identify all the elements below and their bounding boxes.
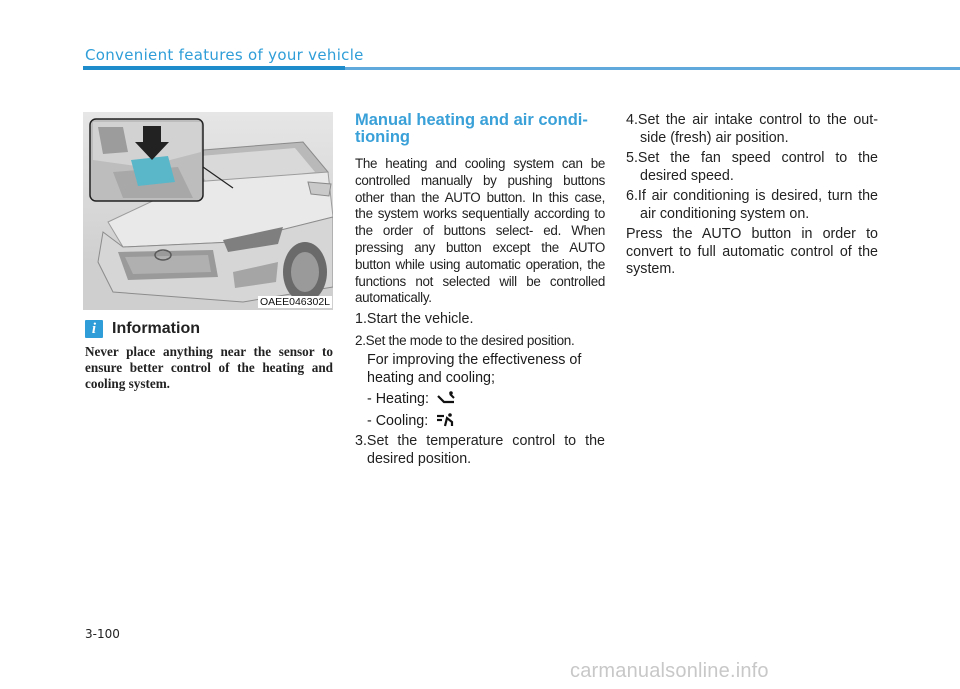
car-illustration: [83, 112, 333, 310]
face-vent-icon: [435, 412, 455, 428]
floor-vent-icon: [436, 390, 456, 406]
remaining-steps-column: [626, 112, 878, 282]
watermark: carmanualsonline.info: [570, 660, 769, 682]
section-title-line2: tioning: [355, 128, 410, 146]
section-intro: The heating and cooling system can be controlled manually by pushing buttons other than the AUTO button. In this case, the system works sequentially according to the order of buttons select- ed. When pressing any button except the AUTO button while using automatic operation, the functions not selected will be controlled automatically.: [355, 156, 605, 306]
heating-label: - Heating:: [367, 391, 429, 408]
step-5: 5.Set the fan speed control to the desired speed.: [626, 150, 878, 184]
cooling-mode-line: [355, 412, 605, 431]
running-header: Convenient features of your vehicle: [85, 46, 364, 64]
step-6: 6.If air conditioning is desired, turn the air conditioning system on.: [626, 188, 878, 222]
info-icon: i: [85, 320, 103, 338]
closing-paragraph: Press the AUTO button in order to convert to full automatic control of the system.: [626, 226, 878, 277]
step-4: 4.Set the air intake control to the out- side (fresh) air position.: [626, 112, 878, 146]
manual-heating-column: [355, 112, 605, 471]
cooling-label: - Cooling:: [367, 412, 429, 429]
step-3: 3.Set the temperature control to the desired position.: [355, 433, 605, 467]
information-heading: [85, 319, 200, 339]
figure-code: OAEE046302L: [259, 296, 330, 308]
section-title-line1: Manual heating and air condi-: [355, 111, 588, 129]
step-2: 2.Set the mode to the desired position.: [355, 332, 575, 348]
section-title: [355, 112, 605, 146]
header-rule-accent: [83, 66, 345, 70]
heating-mode-line: [355, 390, 605, 409]
page-number: 3-100: [85, 627, 120, 641]
information-title: Information: [112, 320, 200, 337]
step-2-note: For improving the effectiveness of heating and cooling;: [367, 352, 582, 386]
information-text: Never place anything near the sensor to ensure better control of the heating and cooling system.: [85, 344, 333, 391]
sensor-location-figure: [83, 112, 333, 310]
step-1: 1.Start the vehicle.: [355, 311, 474, 328]
